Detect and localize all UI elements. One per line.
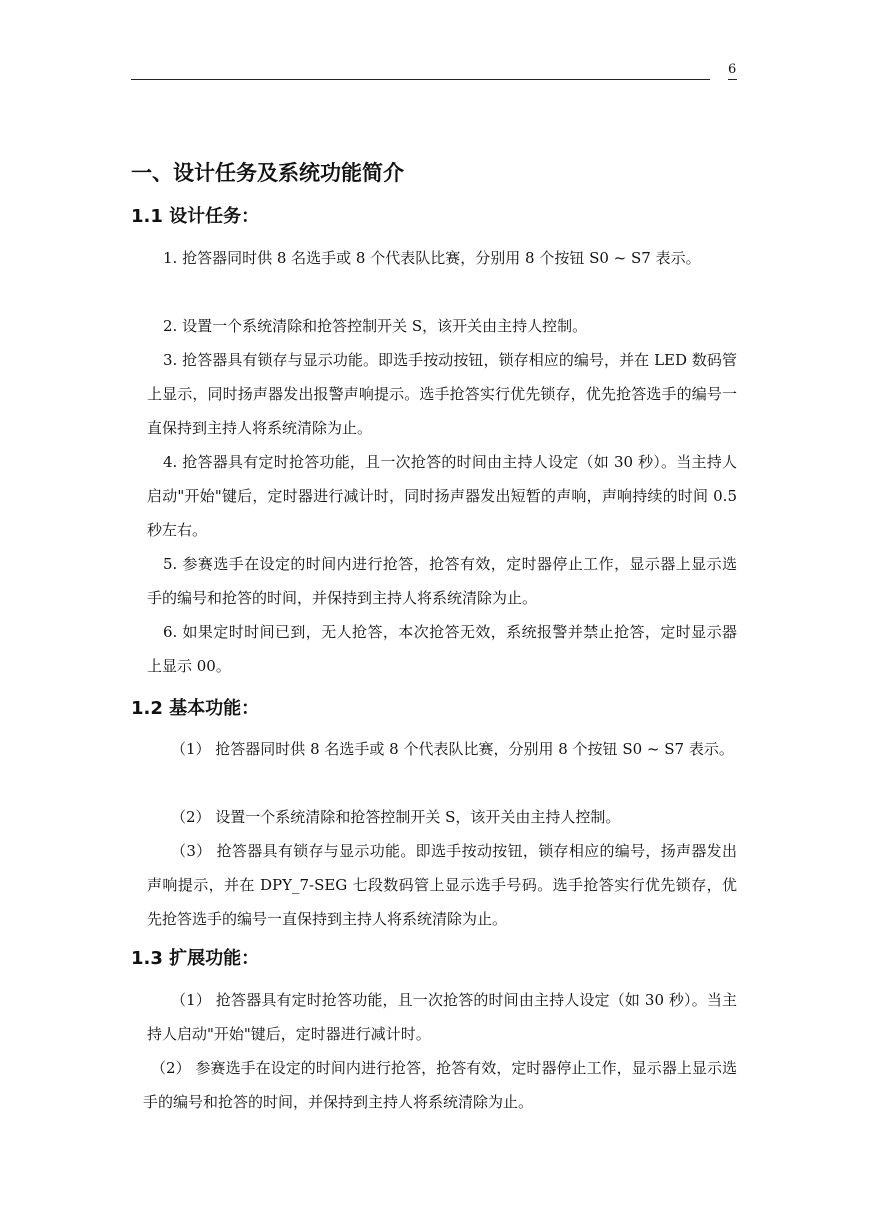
header-rule <box>131 79 710 80</box>
section-heading-1-1: 1.1 设计任务： <box>131 206 260 227</box>
design-task-item-4: 4. 抢答器具有定时抢答功能，且一次抢答的时间由主持人设定（如 30 秒）。当主持人启动"开始"键后，定时器进行减计时，同时扬声器发出短暂的声响，声响持续的时间 0.5 秒左右。 <box>147 453 737 539</box>
chapter-title: 一、设计任务及系统功能简介 <box>131 161 404 185</box>
basic-function-item-2: （2） 设置一个系统清除和抢答控制开关 S，该开关由主持人控制。 <box>171 808 621 826</box>
section-heading-1-2: 1.2 基本功能： <box>131 698 260 719</box>
extended-function-item-2: （2） 参赛选手在设定的时间内进行抢答，抢答有效，定时器停止工作，显示器上显示选手的编号和抢答的时间，并保持到主持人将系统清除为止。 <box>143 1059 737 1111</box>
design-task-item-1: 1. 抢答器同时供 8 名选手或 8 个代表队比赛，分别用 8 个按钮 S0 ~ S7 表示。 <box>163 249 701 267</box>
design-task-item-5: 5. 参赛选手在设定的时间内进行抢答，抢答有效，定时器停止工作，显示器上显示选手的编号和抢答的时间，并保持到主持人将系统清除为止。 <box>147 555 737 607</box>
basic-function-item-3: （3） 抢答器具有锁存与显示功能。即选手按动按钮，锁存相应的编号，扬声器发出声响提示，并在 DPY_7-SEG 七段数码管上显示选手号码。选手抢答实行优先锁存，优先抢答选手的编号一直保持到主持人将系统清除为止。 <box>147 842 737 928</box>
design-task-item-3: 3. 抢答器具有锁存与显示功能。即选手按动按钮，锁存相应的编号，并在 LED 数码管上显示，同时扬声器发出报警声响提示。选手抢答实行优先锁存，优先抢答选手的编号一直保持到主持人将系统清除为止。 <box>147 351 737 437</box>
page-number: 6 <box>728 62 737 77</box>
design-task-item-2: 2. 设置一个系统清除和抢答控制开关 S，该开关由主持人控制。 <box>163 317 588 335</box>
section-heading-1-3: 1.3 扩展功能： <box>131 948 260 969</box>
extended-function-item-1: （1） 抢答器具有定时抢答功能，且一次抢答的时间由主持人设定（如 30 秒）。当主持人启动"开始"键后，定时器进行减计时。 <box>147 991 737 1043</box>
design-task-item-6: 6. 如果定时时间已到，无人抢答，本次抢答无效，系统报警并禁止抢答，定时显示器上显示 00。 <box>147 623 737 675</box>
page-number-underline <box>728 79 737 80</box>
basic-function-item-1: （1） 抢答器同时供 8 名选手或 8 个代表队比赛，分别用 8 个按钮 S0 ~ S7 表示。 <box>171 740 734 758</box>
